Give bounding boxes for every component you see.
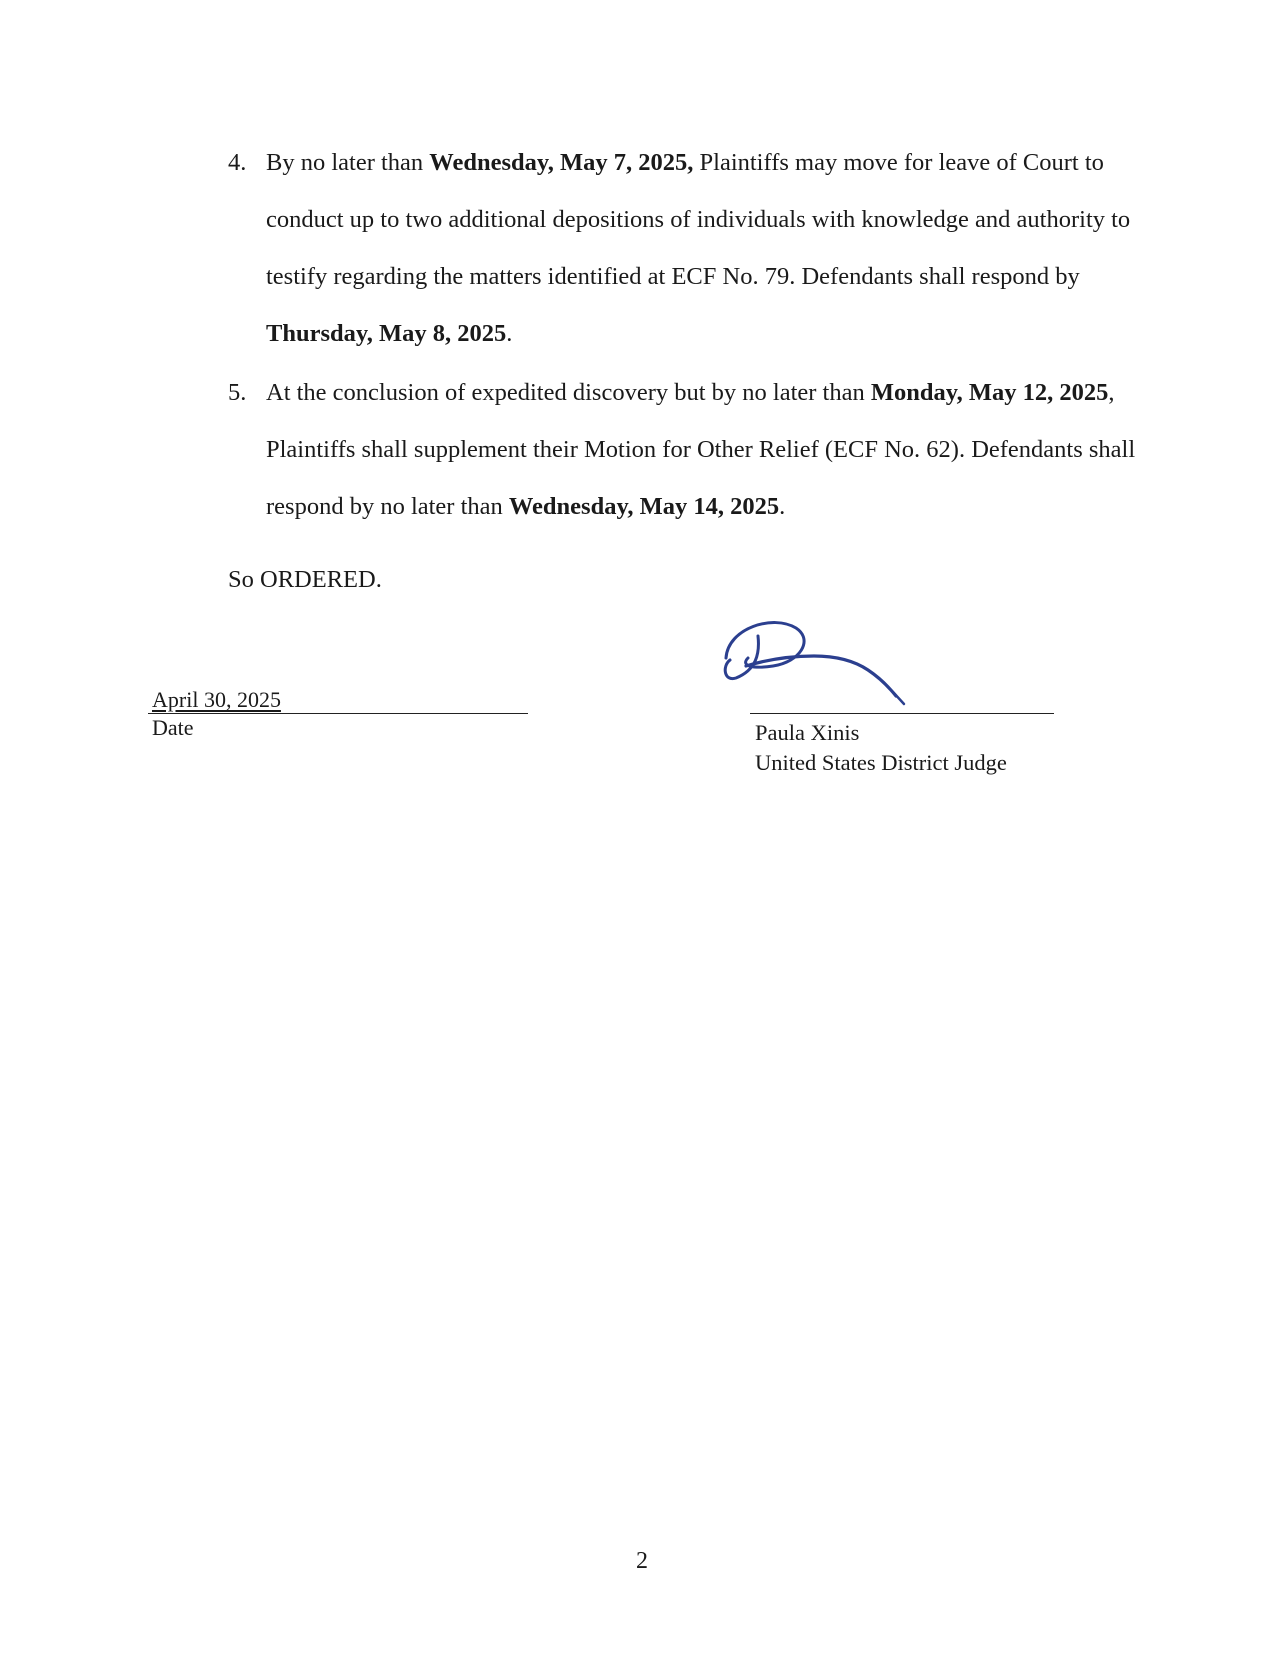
item-text: By no later than (266, 149, 430, 176)
signer-name: Paula Xinis (755, 720, 860, 745)
signature-strokes (725, 623, 904, 704)
date-block (152, 686, 528, 742)
date-label: Date (152, 715, 194, 740)
page-number: 2 (636, 1548, 648, 1574)
closing-statement: So ORDERED. (228, 566, 382, 593)
deadline-date: Wednesday, May 7, 2025, (429, 149, 694, 176)
date-value: April 30, 2025 (152, 687, 281, 712)
signature-block (755, 718, 1007, 778)
signature-graphic (718, 616, 958, 726)
deadline-date: Monday, May 12, 2025 (870, 379, 1109, 406)
order-item-5 (228, 364, 1148, 535)
order-item-4 (228, 134, 1148, 362)
order-list (228, 134, 1148, 535)
item-number: 5. (228, 379, 247, 406)
item-text: . (506, 320, 513, 347)
item-text: Plaintiffs may move for leave of Court to conduct up to two additional depositions of individuals with knowledge and authority to testify regarding the matters identified at ECF No. 79. Defendants shall respond by (266, 149, 1131, 290)
item-number: 4. (228, 149, 247, 176)
item-text: , Plaintiffs shall supplement their Motion for Other Relief (ECF No. 62). Defendants shall respond by no later than (266, 379, 1136, 520)
deadline-date: Thursday, May 8, 2025 (266, 320, 507, 347)
signature-line (750, 713, 1054, 714)
item-text: At the conclusion of expedited discovery but by no later than (266, 379, 871, 406)
deadline-date: Wednesday, May 14, 2025 (508, 493, 780, 520)
item-text: . (779, 493, 786, 520)
date-line (148, 713, 528, 714)
signer-title: United States District Judge (755, 750, 1007, 775)
